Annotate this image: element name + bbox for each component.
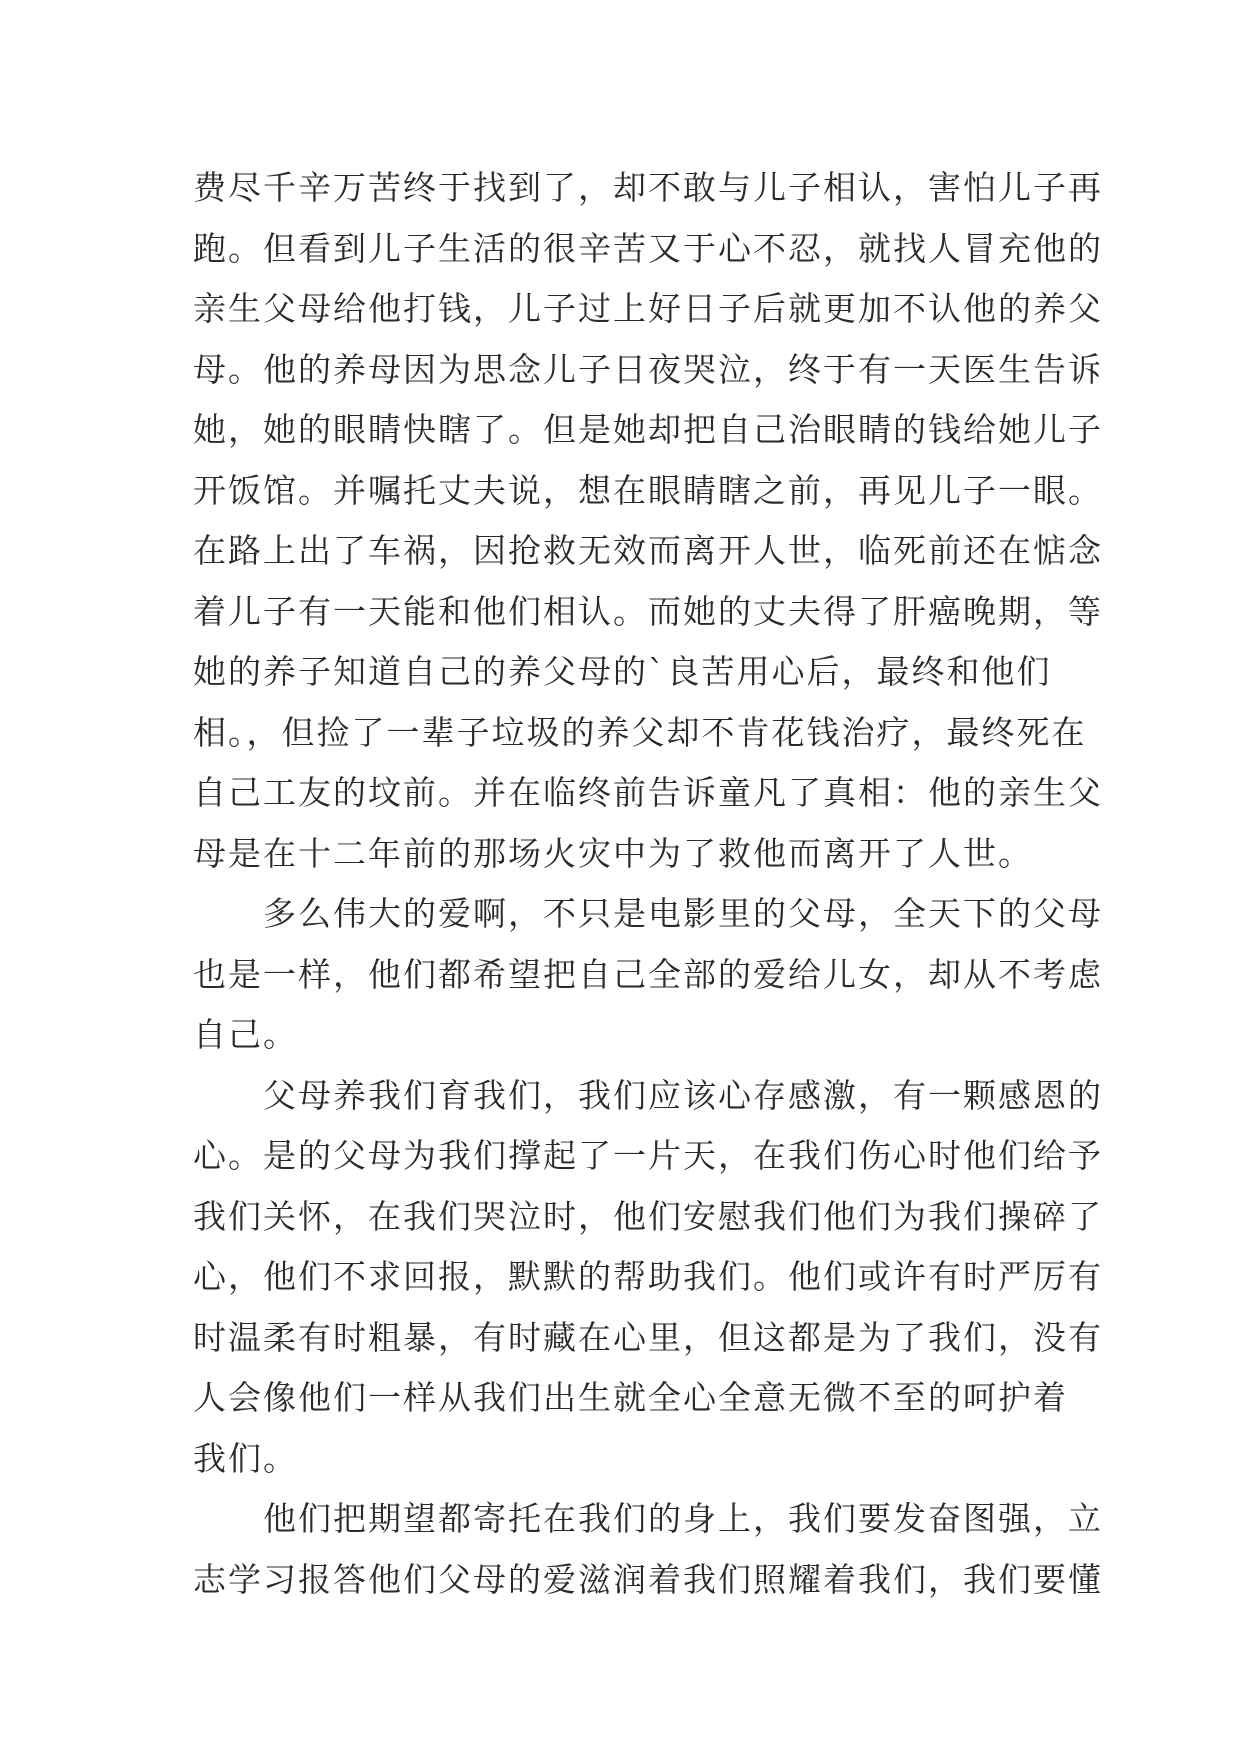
text-line: 心，他们不求回报，默默的帮助我们。他们或许有时严厉有 xyxy=(193,1257,1103,1296)
paragraph-first-line: 多么伟大的爱啊，不只是电影里的父母，全天下的父母 xyxy=(193,894,1103,933)
text-line: 志学习报答他们父母的爱滋润着我们照耀着我们，我们要懂 xyxy=(193,1559,1103,1599)
text-line: 她的养子知道自己的养父母的`良苦用心后，最终和他们 xyxy=(193,652,1052,691)
text-line: 母。他的养母因为思念儿子日夜哭泣，终于有一天医生告诉 xyxy=(193,349,1103,389)
text-line: 也是一样，他们都希望把自己全部的爱给儿女，却从不考虑 xyxy=(193,954,1103,994)
text-line: 在路上出了车祸，因抢救无效而离开人世，临死前还在惦念 xyxy=(193,531,1103,570)
text-line: 我们。 xyxy=(193,1438,298,1478)
body-text xyxy=(193,158,1103,1610)
text-line: 我们关怀，在我们哭泣时，他们安慰我们他们为我们操碎了 xyxy=(193,1196,1103,1236)
text-line: 自己。 xyxy=(193,1015,298,1054)
text-line: 费尽千辛万苦终于找到了，却不敢与儿子相认，害怕儿子再 xyxy=(193,168,1103,207)
text-line: 着儿子有一天能和他们相认。而她的丈夫得了肝癌晚期，等 xyxy=(193,591,1103,631)
text-line: 心。是的父母为我们撑起了一片天，在我们伤心时他们给予 xyxy=(193,1136,1103,1175)
text-line: 自己工友的坟前。并在临终前告诉童凡了真相：他的亲生父 xyxy=(193,773,1103,812)
paragraph-first-line: 他们把期望都寄托在我们的身上，我们要发奋图强，立 xyxy=(193,1499,1103,1538)
text-line: 人会像他们一样从我们出生就全心全意无微不至的呵护着 xyxy=(193,1378,1068,1417)
text-line: 跑。但看到儿子生活的很辛苦又于心不忍，就找人冒充他的 xyxy=(193,228,1103,268)
text-line: 相。，但捡了一辈子垃圾的养父却不肯花钱治疗，最终死在 xyxy=(193,712,1087,752)
paragraph-first-line: 父母养我们育我们，我们应该心存感激，有一颗感恩的 xyxy=(193,1075,1103,1115)
text-line: 母是在十二年前的那场火灾中为了救他而离开了人世。 xyxy=(193,833,1033,873)
text-line: 时温柔有时粗暴，有时藏在心里，但这都是为了我们，没有 xyxy=(193,1317,1103,1357)
text-line: 亲生父母给他打钱，儿子过上好日子后就更加不认他的养父 xyxy=(193,289,1103,328)
text-line: 她，她的眼睛快瞎了。但是她却把自己治眼睛的钱给她儿子 xyxy=(193,410,1103,449)
text-line: 开饭馆。并嘱托丈夫说，想在眼睛瞎之前，再见儿子一眼。 xyxy=(193,470,1103,510)
